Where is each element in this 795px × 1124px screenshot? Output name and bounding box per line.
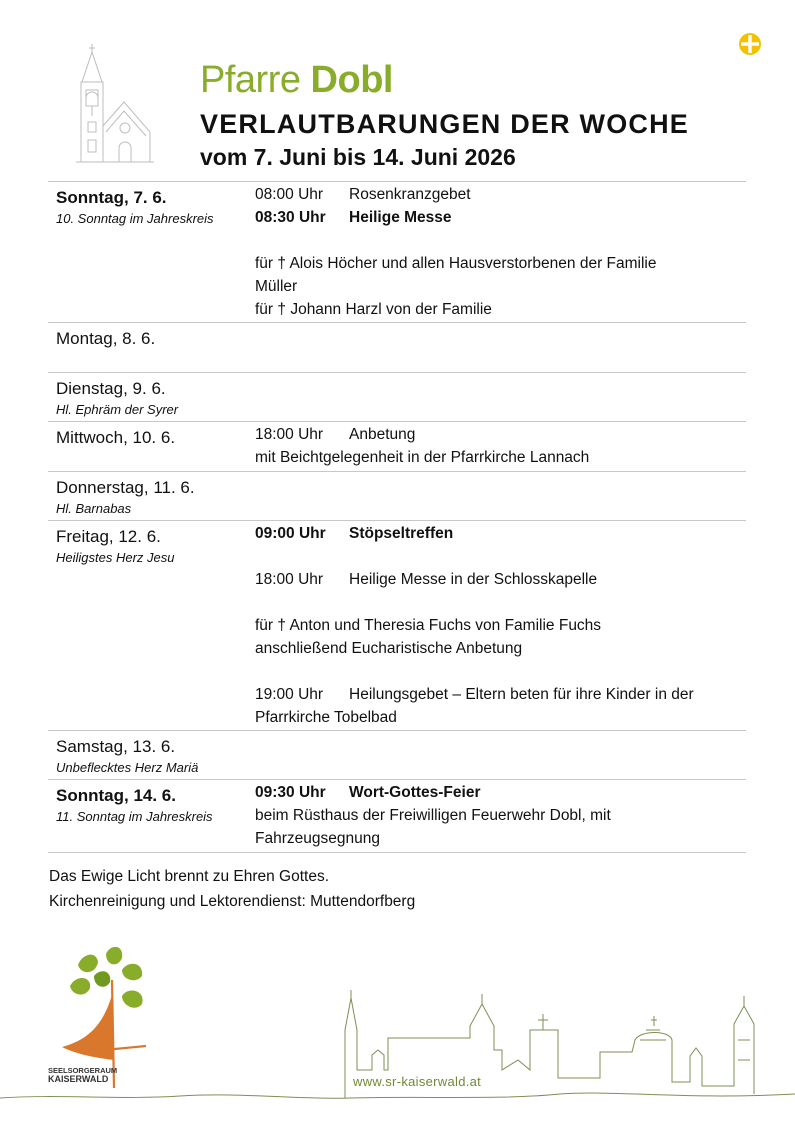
event-line <box>255 827 745 850</box>
event-line <box>255 683 745 706</box>
note-line: Das Ewige Licht brennt zu Ehren Gottes. <box>49 868 330 885</box>
liturgical-note: 10. Sonntag im Jahreskreis <box>56 211 214 226</box>
schedule-table <box>48 181 746 853</box>
event-line <box>255 522 745 545</box>
liturgical-note: Heiligstes Herz Jesu <box>56 550 175 565</box>
event-text: für † Anton und Theresia Fuchs von Familie Fuchs <box>255 617 602 634</box>
brand-cross-icon <box>738 32 762 56</box>
day-label: Freitag, 12. 6. <box>56 527 161 546</box>
event-text: Heilige Messe in der Schlosskapelle <box>349 571 598 588</box>
event-line <box>255 252 745 275</box>
event-text: mit Beichtgelegenheit in der Pfarrkirche Lannach <box>255 449 590 466</box>
event-line <box>255 781 745 804</box>
event-text: anschließend Eucharistische Anbetung <box>255 640 523 657</box>
event-line <box>255 804 745 827</box>
liturgical-note: 11. Sonntag im Jahreskreis <box>56 809 213 824</box>
event-time: 08:30 Uhr <box>255 209 326 226</box>
event-text: Anbetung <box>349 426 416 443</box>
event-text: Wort-Gottes-Feier <box>349 784 481 801</box>
schedule-row <box>48 472 746 521</box>
schedule-row <box>48 521 746 731</box>
day-label: Sonntag, 7. 6. <box>56 188 167 207</box>
event-time: 08:00 Uhr <box>255 186 324 203</box>
event-text: Müller <box>255 278 298 295</box>
event-line <box>255 206 745 229</box>
event-line <box>255 637 745 660</box>
parish-title: Pfarre Dobl <box>200 59 393 101</box>
event-line <box>255 568 745 591</box>
event-text: beim Rüsthaus der Freiwilligen Feuerwehr Dobl, mit <box>255 807 611 824</box>
event-line <box>255 614 745 637</box>
spacer <box>255 660 745 683</box>
event-time: 19:00 Uhr <box>255 686 324 703</box>
event-text: Rosenkranzgebet <box>349 186 471 203</box>
liturgical-note: Hl. Ephräm der Syrer <box>56 402 179 417</box>
liturgical-note: Unbeflecktes Herz Mariä <box>56 760 199 775</box>
event-line <box>255 446 745 469</box>
day-label: Montag, 8. 6. <box>56 329 156 348</box>
date-range: vom 7. Juni bis 14. Juni 2026 <box>200 144 516 170</box>
website-link[interactable]: www.sr-kaiserwald.at <box>353 1074 482 1089</box>
schedule-row <box>48 373 746 422</box>
schedule-row <box>48 780 746 853</box>
event-text: für † Alois Höcher und allen Hausverstorbenen der Familie <box>255 255 657 272</box>
schedule-row <box>48 182 746 323</box>
note-line: Kirchenreinigung und Lektorendienst: Muttendorfberg <box>49 893 416 910</box>
day-label: Dienstag, 9. 6. <box>56 379 166 398</box>
event-time: 09:00 Uhr <box>255 525 326 542</box>
spacer <box>255 229 745 252</box>
event-text: für † Johann Harzl von der Familie <box>255 301 492 318</box>
event-line <box>255 706 745 729</box>
event-line <box>255 183 745 206</box>
event-line <box>255 423 745 446</box>
schedule-row <box>48 323 746 373</box>
event-text: Pfarrkirche Tobelbad <box>255 709 397 726</box>
spacer <box>255 591 745 614</box>
event-text: Stöpseltreffen <box>349 525 454 542</box>
skyline-illustration <box>0 990 795 1110</box>
notes <box>49 864 415 914</box>
day-label: Mittwoch, 10. 6. <box>56 428 176 447</box>
event-text: Heilige Messe <box>349 209 452 226</box>
day-label: Sonntag, 14. 6. <box>56 786 176 805</box>
liturgical-note: Hl. Barnabas <box>56 501 132 516</box>
event-line <box>255 275 745 298</box>
event-time: 18:00 Uhr <box>255 426 324 443</box>
event-text: Heilungsgebet – Eltern beten für ihre Kinder in der <box>349 686 694 703</box>
day-label: Donnerstag, 11. 6. <box>56 478 195 497</box>
event-time: 09:30 Uhr <box>255 784 326 801</box>
schedule-row <box>48 731 746 780</box>
day-label: Samstag, 13. 6. <box>56 737 176 756</box>
spacer <box>255 545 745 568</box>
page-title: VERLAUTBARUNGEN DER WOCHE <box>200 109 689 139</box>
event-text: Fahrzeugsegnung <box>255 830 380 847</box>
event-time: 18:00 Uhr <box>255 571 324 588</box>
schedule-row <box>48 422 746 472</box>
event-line <box>255 298 745 321</box>
church-icon <box>76 44 154 166</box>
logo-text: SEELSORGERAUM KAISERWALD <box>48 1066 118 1084</box>
